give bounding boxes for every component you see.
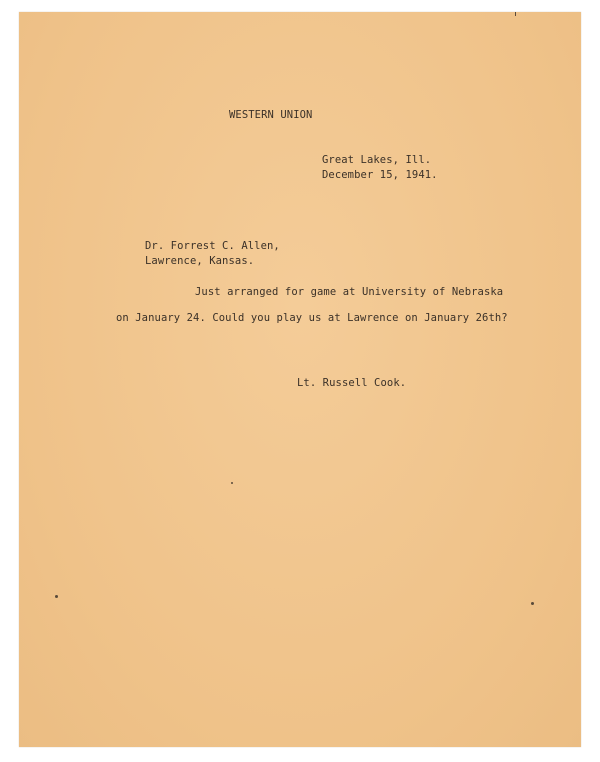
telegram-page <box>19 12 581 747</box>
paper-speck <box>231 482 233 484</box>
recipient-name: Dr. Forrest C. Allen, <box>145 240 280 252</box>
message-line-2: on January 24. Could you play us at Lawrence on January 26th? <box>116 312 508 324</box>
document-heading: WESTERN UNION <box>229 109 313 121</box>
sender-place: Great Lakes, Ill. <box>322 154 432 166</box>
paper-speck <box>55 595 58 598</box>
signature: Lt. Russell Cook. <box>297 377 407 389</box>
recipient-place: Lawrence, Kansas. <box>145 255 255 267</box>
document-date: December 15, 1941. <box>322 169 438 181</box>
paper-speck <box>531 602 534 605</box>
message-line-1: Just arranged for game at University of Nebraska <box>195 286 504 298</box>
paper-speck <box>515 12 516 16</box>
